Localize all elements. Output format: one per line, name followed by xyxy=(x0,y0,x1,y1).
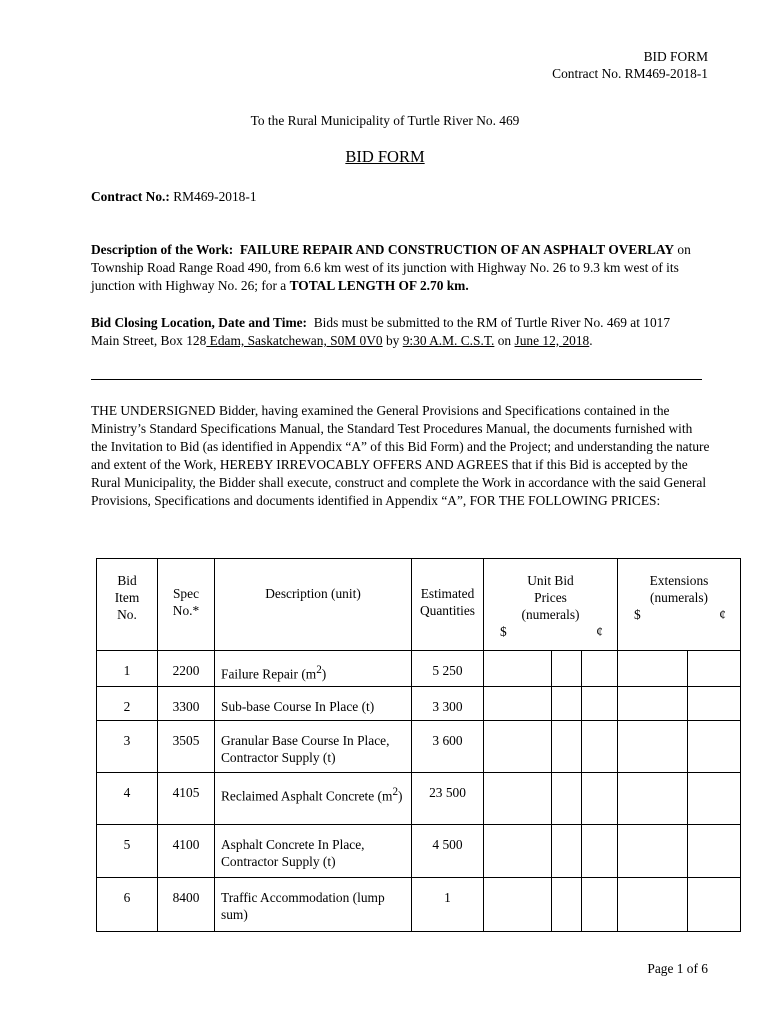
table-row xyxy=(97,773,741,825)
cell-spec: 4105 xyxy=(158,773,215,825)
table-header-row xyxy=(97,559,741,651)
header-bid-item: Bid Item No. xyxy=(97,559,158,651)
closing-label: Bid Closing Location, Date and Time: xyxy=(91,315,308,330)
header-contract-ref: Contract No. RM469-2018-1 xyxy=(552,66,708,81)
cell-ext-dollars[interactable] xyxy=(618,825,688,878)
cell-quantity: 1 xyxy=(412,878,484,932)
ext-cent-label: ¢ xyxy=(719,607,726,622)
cell-spec: 3300 xyxy=(158,687,215,721)
cell-ext-cents[interactable] xyxy=(688,651,741,687)
cell-ext-cents[interactable] xyxy=(688,825,741,878)
cell-unit-cents-a[interactable] xyxy=(552,687,582,721)
cell-description: Traffic Accommodation (lump sum) xyxy=(215,878,412,932)
table-row xyxy=(97,825,741,878)
closing-location: Edam, Saskatchewan, S0M 0V0 xyxy=(206,333,383,348)
cell-unit-dollars[interactable] xyxy=(484,687,552,721)
cell-description: Reclaimed Asphalt Concrete $(m^2)$ xyxy=(215,773,412,825)
cell-spec: 4100 xyxy=(158,825,215,878)
cell-item: 5 xyxy=(97,825,158,878)
cell-item: 6 xyxy=(97,878,158,932)
table-row xyxy=(97,687,741,721)
cell-unit-cents-b[interactable] xyxy=(582,721,618,773)
cell-unit-cents-b[interactable] xyxy=(582,773,618,825)
header-form-label: BID FORM xyxy=(643,49,708,64)
cell-unit-cents-a[interactable] xyxy=(552,651,582,687)
cell-item: 1 xyxy=(97,651,158,687)
description-bold: FAILURE REPAIR AND CONSTRUCTION OF AN ASPHALT OVERLAY xyxy=(239,242,675,257)
cell-unit-cents-a[interactable] xyxy=(552,825,582,878)
addressee: To the Rural Municipality of Turtle River No. 469 xyxy=(250,113,520,128)
cell-spec: 2200 xyxy=(158,651,215,687)
undersigned-paragraph: THE UNDERSIGNED Bidder, having examined the General Provisions and Specifications contained in the Ministry’s Standard Specifications Manual, the Standard Test Procedures Manual, the documents furnished with the Invitation to Bid (as identified in Appendix “A” of this Bid Form) and the Project; and understanding the nature and extent of the Work, HEREBY IRREVOCABLY OFFERS AND AGREES that if this Bid is accepted by the Rural Municipality, the Bidder shall execute, construct and complete the Work in accordance with the said General Provisions, Specifications and documents identified in Appendix “A”, FOR THE FOLLOWING PRICES: xyxy=(91,403,710,508)
cell-quantity: 4 500 xyxy=(412,825,484,878)
cell-unit-dollars[interactable] xyxy=(484,773,552,825)
header-unit-bid-prices: Unit Bid Prices (numerals) $ ¢ xyxy=(484,559,618,651)
cell-unit-dollars[interactable] xyxy=(484,651,552,687)
cell-quantity: 23 500 xyxy=(412,773,484,825)
cell-ext-cents[interactable] xyxy=(688,878,741,932)
cell-description: Asphalt Concrete In Place, Contractor Supply (t) xyxy=(215,825,412,878)
closing-by: by xyxy=(385,333,400,348)
cell-ext-dollars[interactable] xyxy=(618,651,688,687)
unit-cent-label: ¢ xyxy=(596,624,603,639)
page-title: BID FORM xyxy=(345,147,425,166)
table-row xyxy=(97,651,741,687)
cell-unit-cents-a[interactable] xyxy=(552,878,582,932)
cell-quantity: 3 600 xyxy=(412,721,484,773)
cell-ext-cents[interactable] xyxy=(688,687,741,721)
cell-quantity: 5 250 xyxy=(412,651,484,687)
page-header xyxy=(552,48,708,82)
bid-closing xyxy=(91,314,701,350)
cell-ext-dollars[interactable] xyxy=(618,773,688,825)
page-number: Page 1 of 6 xyxy=(647,961,708,976)
cell-item: 2 xyxy=(97,687,158,721)
cell-description: Failure Repair $(m^2)$ xyxy=(215,651,412,687)
cell-spec: 3505 xyxy=(158,721,215,773)
closing-time: 9:30 A.M. C.S.T. xyxy=(402,333,495,348)
unit-dollar-label: $ xyxy=(500,624,507,639)
cell-ext-cents[interactable] xyxy=(688,721,741,773)
description-text: on Township Road Range Road 490, from 6.6 km west of its junction with Highway No. 26 to 9.3 km west of its junction with Highway No. 26; for a xyxy=(91,242,691,293)
closing-text: Bids must be submitted to the RM of Turtle River No. 469 at 1017 Main Street, Box 128 xyxy=(91,315,671,348)
table-row xyxy=(97,721,741,773)
cell-unit-cents-a[interactable] xyxy=(552,773,582,825)
closing-on: on xyxy=(497,333,512,348)
cell-unit-dollars[interactable] xyxy=(484,825,552,878)
closing-date: June 12, 2018 xyxy=(514,333,590,348)
header-description: Description (unit) xyxy=(215,559,412,651)
contract-label: Contract No.: xyxy=(91,189,170,204)
table-row xyxy=(97,878,741,932)
ext-dollar-label: $ xyxy=(634,607,641,622)
description-label: Description of the Work: xyxy=(91,242,234,257)
description-of-work xyxy=(91,241,701,295)
cell-unit-dollars[interactable] xyxy=(484,878,552,932)
contract-value: RM469-2018-1 xyxy=(173,189,257,204)
cell-ext-dollars[interactable] xyxy=(618,721,688,773)
cell-item: 4 xyxy=(97,773,158,825)
cell-unit-cents-b[interactable] xyxy=(582,878,618,932)
description-total: TOTAL LENGTH OF 2.70 km. xyxy=(289,278,469,293)
header-quantities: Estimated Quantities xyxy=(412,559,484,651)
cell-item: 3 xyxy=(97,721,158,773)
cell-description: Sub-base Course In Place (t) xyxy=(215,687,412,721)
header-extensions: Extensions (numerals) $ ¢ xyxy=(618,559,741,651)
cell-unit-cents-b[interactable] xyxy=(582,651,618,687)
cell-unit-cents-b[interactable] xyxy=(582,825,618,878)
cell-ext-cents[interactable] xyxy=(688,773,741,825)
bid-table xyxy=(96,558,741,932)
cell-spec: 8400 xyxy=(158,878,215,932)
cell-ext-dollars[interactable] xyxy=(618,687,688,721)
header-spec: Spec No.* xyxy=(158,559,215,651)
cell-unit-dollars[interactable] xyxy=(484,721,552,773)
cell-quantity: 3 300 xyxy=(412,687,484,721)
closing-end: . xyxy=(589,333,593,348)
cell-description: Granular Base Course In Place, Contractor Supply (t) xyxy=(215,721,412,773)
cell-unit-cents-b[interactable] xyxy=(582,687,618,721)
contract-line xyxy=(91,189,257,205)
cell-ext-dollars[interactable] xyxy=(618,878,688,932)
divider xyxy=(91,379,702,380)
cell-unit-cents-a[interactable] xyxy=(552,721,582,773)
